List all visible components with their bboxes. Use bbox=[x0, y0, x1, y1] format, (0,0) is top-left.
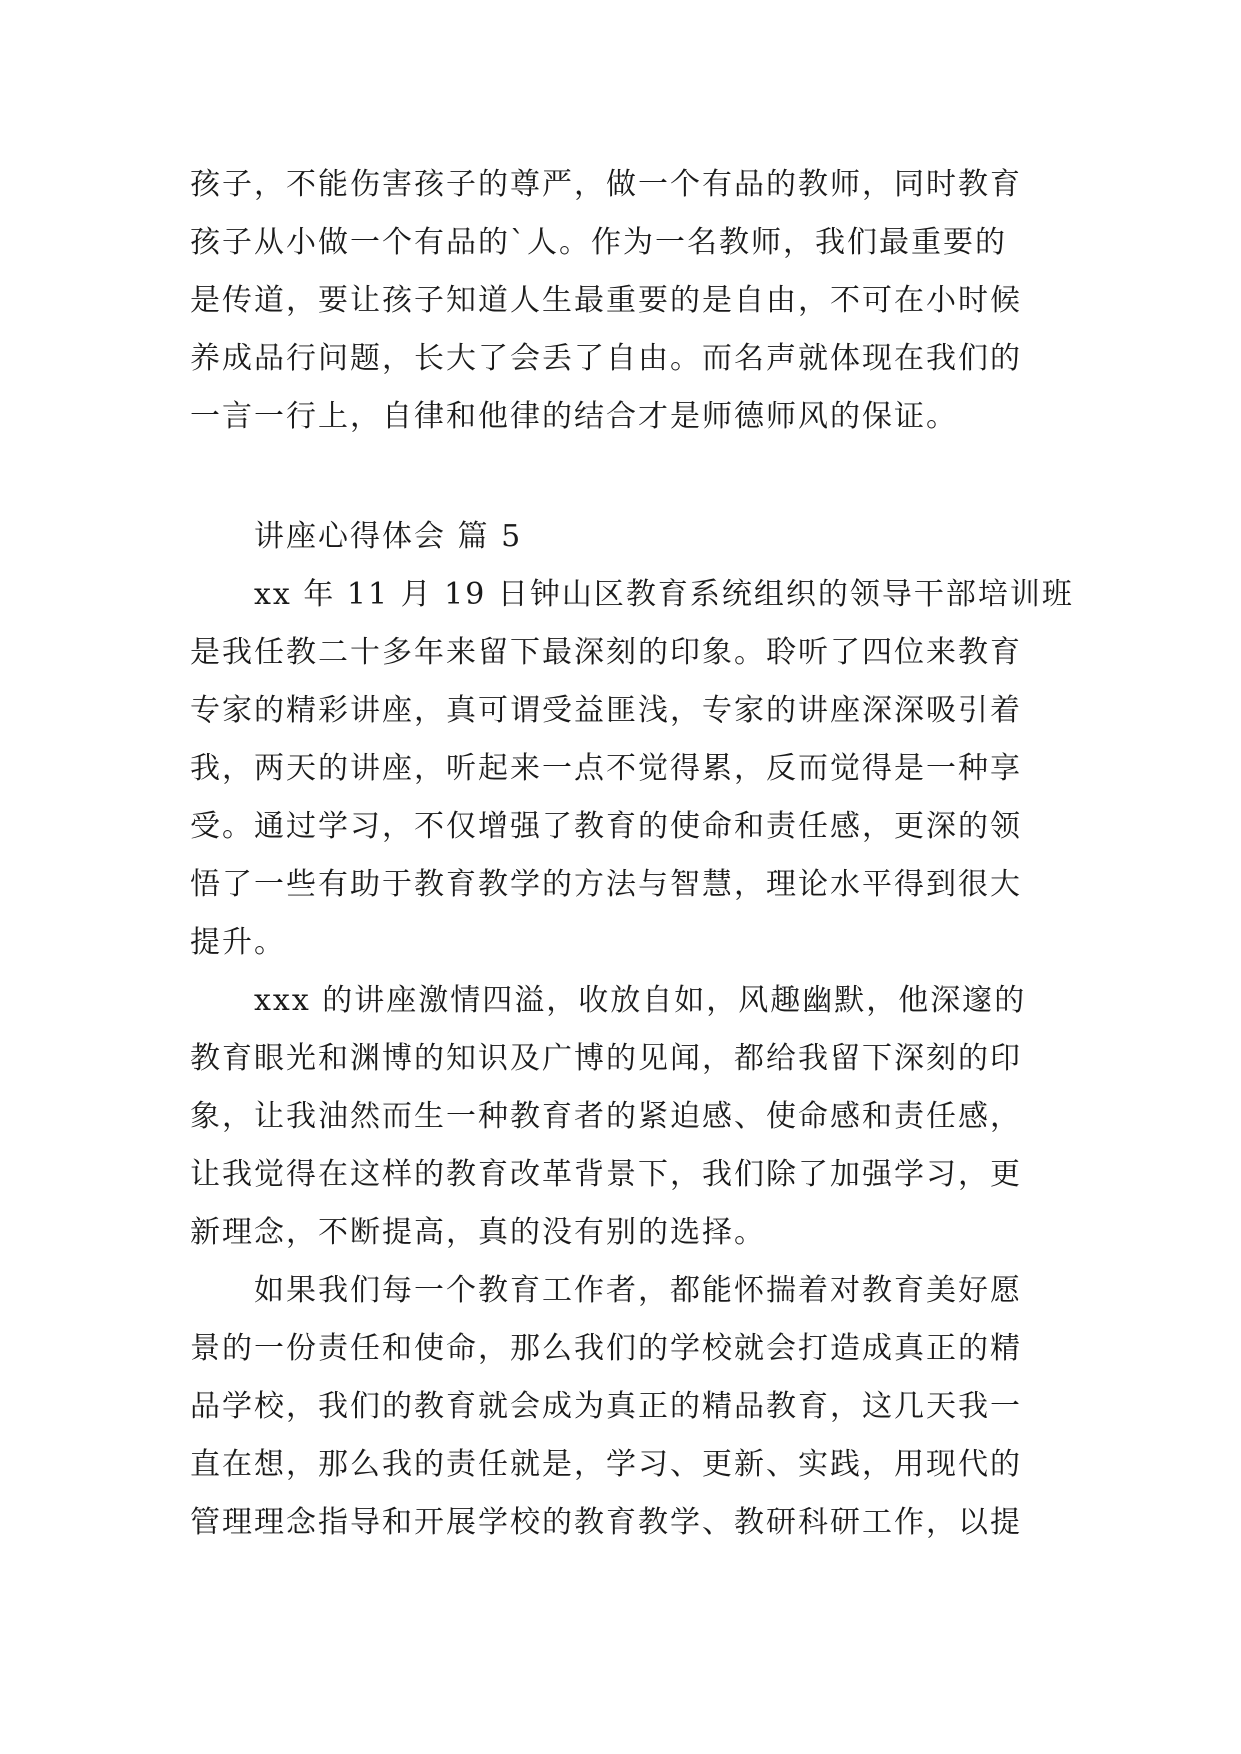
text-line: 养成品行问题，长大了会丢了自由。而名声就体现在我们的 bbox=[190, 341, 1022, 376]
text-line: 专家的精彩讲座，真可谓受益匪浅，专家的讲座深深吸引着 bbox=[190, 693, 1022, 728]
text-line: 一言一行上，自律和他律的结合才是师德师风的保证。 bbox=[190, 399, 958, 434]
text-line: 悟了一些有助于教育教学的方法与智慧，理论水平得到很大 bbox=[190, 867, 1022, 902]
section-heading: 讲座心得体会 篇 5 bbox=[254, 519, 523, 554]
paragraph-1 bbox=[190, 566, 1074, 972]
text-line: 直在想，那么我的责任就是，学习、更新、实践，用现代的 bbox=[190, 1447, 1022, 1482]
paragraph-2 bbox=[190, 972, 1070, 1262]
text-line: xxx 的讲座激情四溢，收放自如，风趣幽默，他深邃的 bbox=[254, 983, 1027, 1018]
text-line: 让我觉得在这样的教育改革背景下，我们除了加强学习，更 bbox=[190, 1157, 1022, 1192]
text-line: 管理理念指导和开展学校的教育教学、教研科研工作，以提 bbox=[190, 1505, 1022, 1540]
text-line: xx 年 11 月 19 日钟山区教育系统组织的领导干部培训班 bbox=[254, 577, 1074, 612]
text-line: 景的一份责任和使命，那么我们的学校就会打造成真正的精 bbox=[190, 1331, 1022, 1366]
section-heading-block bbox=[190, 508, 1070, 566]
paragraph-continued bbox=[190, 156, 1070, 446]
text-line: 新理念，不断提高，真的没有别的选择。 bbox=[190, 1215, 766, 1250]
text-line: 受。通过学习，不仅增强了教育的使命和责任感，更深的领 bbox=[190, 809, 1022, 844]
text-line: 是传道，要让孩子知道人生最重要的是自由，不可在小时候 bbox=[190, 283, 1022, 318]
text-line: 我，两天的讲座，听起来一点不觉得累，反而觉得是一种享 bbox=[190, 751, 1022, 786]
text-line: 孩子从小做一个有品的`人。作为一名教师，我们最重要的 bbox=[190, 225, 1007, 260]
text-line: 品学校，我们的教育就会成为真正的精品教育，这几天我一 bbox=[190, 1389, 1022, 1424]
text-line: 孩子，不能伤害孩子的尊严，做一个有品的教师，同时教育 bbox=[190, 167, 1022, 202]
paragraph-3 bbox=[190, 1262, 1070, 1552]
text-line: 教育眼光和渊博的知识及广博的见闻，都给我留下深刻的印 bbox=[190, 1041, 1022, 1076]
text-line: 提升。 bbox=[190, 925, 286, 960]
text-line: 是我任教二十多年来留下最深刻的印象。聆听了四位来教育 bbox=[190, 635, 1022, 670]
text-line: 象，让我油然而生一种教育者的紧迫感、使命感和责任感， bbox=[190, 1099, 1022, 1134]
text-line: 如果我们每一个教育工作者，都能怀揣着对教育美好愿 bbox=[254, 1273, 1022, 1308]
